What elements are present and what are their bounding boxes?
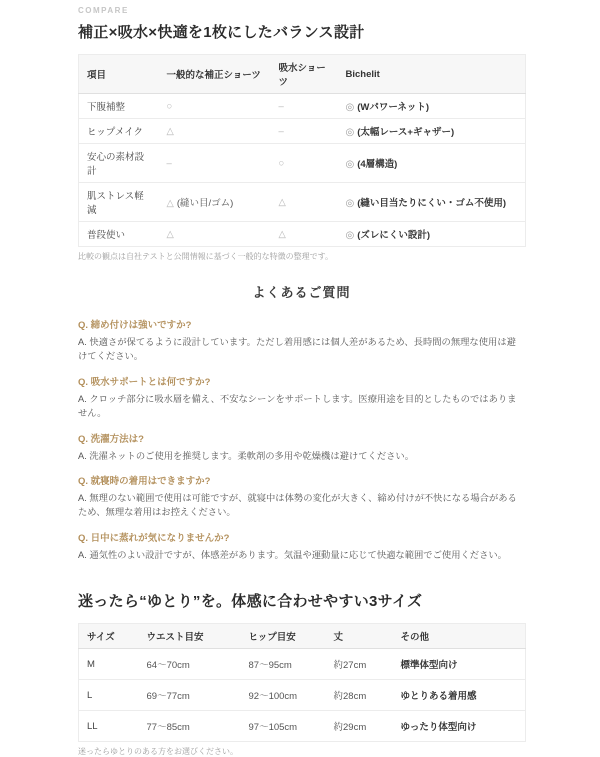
table-row <box>79 680 526 711</box>
hip-value: 97〜105cm <box>241 711 326 742</box>
general-mark: △ <box>166 198 174 209</box>
faq-question: Q. 締め付けは強いですか? <box>78 320 192 331</box>
size-header-other: その他 <box>393 624 526 649</box>
size-value: LL <box>79 711 139 742</box>
length-value: 約28cm <box>326 680 393 711</box>
compare-header-absorbent: 吸水ショーツ <box>271 55 338 94</box>
brand-mark-note: (4層構造) <box>357 159 398 170</box>
hip-value: 87〜95cm <box>241 649 326 680</box>
brand-mark-note: (ズレにくい設計) <box>357 230 431 241</box>
absorbent-mark: – <box>278 125 284 137</box>
faq-answer: A. 通気性のよい設計ですが、体感差があります。気温や運動量に応じて快適な範囲でご使用ください。 <box>78 549 507 560</box>
table-row <box>79 649 526 680</box>
faq-answer: A. 洗濯ネットのご使用を推奨します。柔軟剤の多用や乾燥機は避けてください。 <box>78 450 415 461</box>
size-heading: 迷ったら“ゆとり”を。体感に合わせやすい3サイズ <box>78 593 423 611</box>
faq-question: Q. 吸水サポートとは何ですか? <box>78 376 211 388</box>
row-item-label: 普段使い <box>79 222 159 247</box>
faq-answer: A. 無理のない範囲で使用は可能ですが、就寝中は体勢の変化が大きく、締め付けが不快になる場合があるため、無理な着用はお控えください。 <box>78 493 517 518</box>
other-value: ゆとりある着用感 <box>393 680 526 711</box>
size-header-length: 丈 <box>326 624 393 649</box>
size-header-waist: ウエスト目安 <box>139 624 241 649</box>
size-value: M <box>79 649 139 680</box>
row-item-label: 安心の素材設計 <box>79 144 159 183</box>
compare-table <box>78 54 526 247</box>
row-item-label: ヒップメイク <box>79 119 159 144</box>
absorbent-mark: △ <box>278 196 286 208</box>
faq-item <box>78 530 525 562</box>
general-mark: △ <box>166 228 174 240</box>
brand-mark: ◎ <box>345 102 355 113</box>
compare-header-row <box>79 55 526 94</box>
table-row <box>79 144 526 183</box>
faq-answer: A. 快適さが保てるように設計しています。ただし着用感には個人差があるため、長時間の無理な使用は避けてください。 <box>78 337 516 362</box>
faq-question: Q. 日中に蒸れが気になりませんか? <box>78 532 230 544</box>
absorbent-mark: ○ <box>278 157 285 169</box>
general-mark: △ <box>166 125 174 137</box>
brand-mark: ◎ <box>345 127 355 138</box>
general-mark: – <box>166 157 172 169</box>
other-value: 標準体型向け <box>393 649 526 680</box>
compare-eyebrow-label: COMPARE <box>78 6 129 15</box>
waist-value: 64〜70cm <box>139 649 241 680</box>
compare-header-general: 一般的な補正ショーツ <box>159 55 271 94</box>
size-header-hip: ヒップ目安 <box>241 624 326 649</box>
faq-answer: A. クロッチ部分に吸水層を備え、不安なシーンをサポートします。医療用途を目的としたものではありません。 <box>78 393 517 419</box>
faq-section <box>78 282 525 562</box>
table-row <box>79 183 526 222</box>
row-item-label: 肌ストレス軽減 <box>79 183 159 222</box>
brand-mark: ◎ <box>345 159 355 170</box>
compare-section <box>78 6 525 262</box>
faq-item <box>78 431 525 463</box>
compare-table-note: 比較の観点は自社テストと公開情報に基づく一般的な特徴の整理です。 <box>78 252 334 261</box>
brand-mark-note: (Wパワーネット) <box>357 102 430 113</box>
compare-header-item: 項目 <box>79 55 159 94</box>
brand-mark-note: (太幅レース+ギャザー) <box>357 127 455 138</box>
length-value: 約29cm <box>326 711 393 742</box>
waist-value: 77〜85cm <box>139 711 241 742</box>
compare-header-brand: Bichelit <box>338 55 526 94</box>
faq-question: Q. 就寝時の着用はできますか? <box>78 476 211 488</box>
row-item-label: 下腹補整 <box>79 94 159 119</box>
absorbent-mark: △ <box>278 228 286 240</box>
table-row <box>79 222 526 247</box>
faq-question: Q. 洗濯方法は? <box>78 433 144 445</box>
faq-heading: よくあるご質問 <box>252 285 351 300</box>
general-mark: ○ <box>166 100 173 112</box>
faq-item <box>78 473 525 520</box>
table-row <box>79 711 526 742</box>
brand-mark-note: (縫い目当たりにくい・ゴム不使用) <box>357 198 507 209</box>
absorbent-mark: – <box>278 100 284 112</box>
other-value: ゆったり体型向け <box>393 711 526 742</box>
faq-item <box>78 374 525 421</box>
length-value: 約27cm <box>326 649 393 680</box>
waist-value: 69〜77cm <box>139 680 241 711</box>
general-mark-note: (縫い目/ゴム) <box>176 198 234 209</box>
compare-heading: 補正×吸水×快適を1枚にしたバランス設計 <box>78 24 365 41</box>
size-table <box>78 623 526 742</box>
table-row <box>79 94 526 119</box>
brand-mark: ◎ <box>345 198 355 209</box>
brand-mark: ◎ <box>345 230 355 241</box>
size-table-note: 迷ったらゆとりのある方をお選びください。 <box>78 747 238 757</box>
size-header-size: サイズ <box>79 624 139 649</box>
faq-item <box>78 317 525 364</box>
size-section <box>78 590 525 757</box>
size-header-row <box>79 624 526 649</box>
hip-value: 92〜100cm <box>241 680 326 711</box>
size-value: L <box>79 680 139 711</box>
table-row <box>79 119 526 144</box>
